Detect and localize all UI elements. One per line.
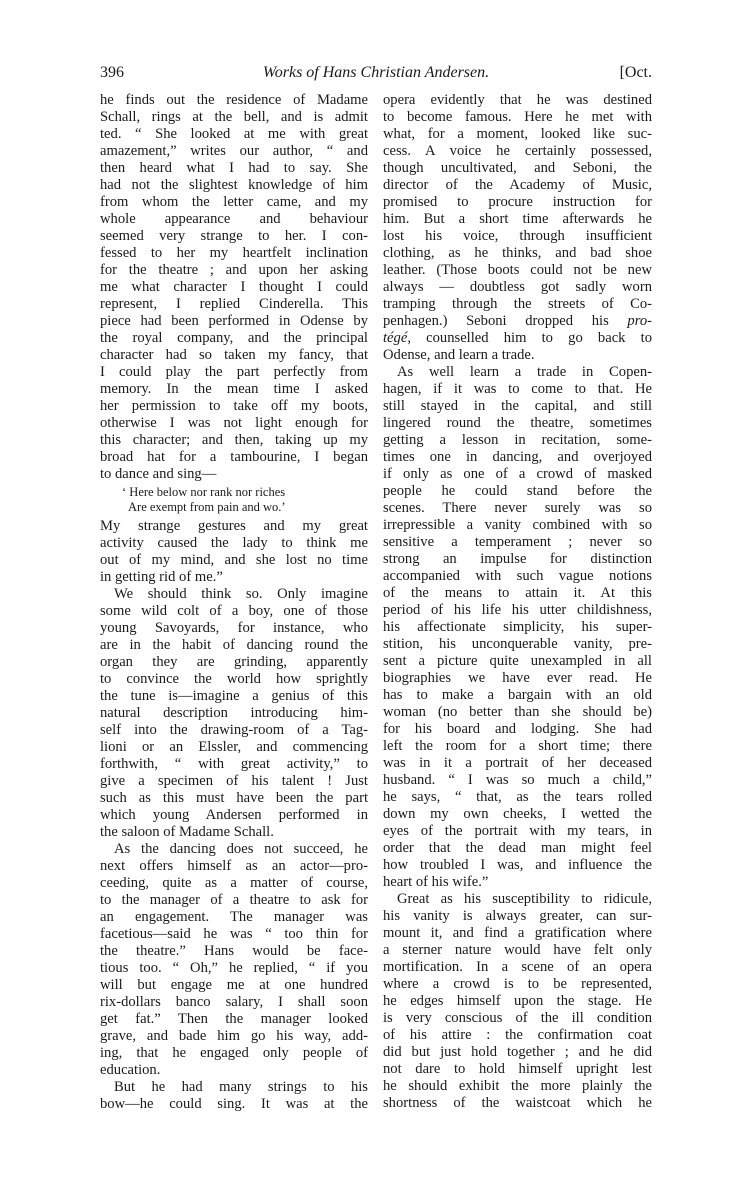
text-line: had not the slightest knowledge of him (100, 177, 368, 193)
text-line: how troubled I was, and influence the (383, 857, 652, 873)
italic-text: tégé (383, 330, 408, 346)
paragraph (383, 891, 652, 1112)
text-line: rix-dollars banco salary, I shall soon (100, 994, 368, 1010)
text-line: whole appearance and behaviour (100, 211, 368, 227)
text-line: scenes. There never surely was so (383, 500, 652, 516)
text-line: give a specimen of his talent ! Just (100, 773, 368, 789)
text-line: ceeding, quite as a matter of course, (100, 875, 368, 891)
text-line: next offers himself as an actor—pro- (100, 858, 368, 874)
paragraph (383, 364, 652, 891)
text-line: lingered round the theatre, sometimes (383, 415, 652, 431)
text-line: people he could stand before the (383, 483, 652, 499)
text-line: where a crowd is to be represented, (383, 976, 652, 992)
text-line: represent, I replied Cinderella. This (100, 296, 368, 312)
text-line: him. But a short time afterwards he (383, 211, 652, 227)
text-line: this character; and then, taking up my (100, 432, 368, 448)
text-line: are in the habit of dancing round the (100, 637, 368, 653)
left-column (100, 92, 368, 1113)
text-line: director of the Academy of Music, (383, 177, 652, 193)
text-line: hagen, if it was to come to that. He (383, 381, 652, 397)
text-line: he should exhibit the more plainly the (383, 1078, 652, 1094)
text-line: husband. “ I was so much a child,” (383, 772, 652, 788)
text-line: tious too. “ Oh,” he replied, “ if you (100, 960, 368, 976)
paragraph (100, 1079, 368, 1113)
text-line: times one in dancing, and overjoyed (383, 449, 652, 465)
paragraph (100, 92, 368, 483)
text-line: woman (no better than she should be) (383, 704, 652, 720)
text-line: mortification. In a scene of an opera (383, 959, 652, 975)
text-line (383, 313, 652, 330)
text-line: facetious—said he was “ too thin for (100, 926, 368, 942)
text-line: broad hat for a tambourine, I began (100, 449, 368, 465)
text-line: get fat.” Then the manager looked (100, 1011, 368, 1027)
text-line: not dare to hold himself upright lest (383, 1061, 652, 1077)
text-line: grave, and bade him go his way, add- (100, 1028, 368, 1044)
text-line: what, for a moment, looked like suc- (383, 126, 652, 142)
text-line: seemed very strange to her. I con- (100, 228, 368, 244)
text-line: her permission to take off my boots, (100, 398, 368, 414)
text-line: still stayed in the capital, and still (383, 398, 652, 414)
text-line: natural description introducing him- (100, 705, 368, 721)
text-line: sent a picture quite unexampled in all (383, 653, 652, 669)
text-line: forthwith, “ with great activity,” to (100, 756, 368, 772)
text-line: some wild colt of a boy, one of those (100, 603, 368, 619)
text-line: Schall, rings at the bell, and is admit (100, 109, 368, 125)
text-line: lost his voice, through insufficient (383, 228, 652, 244)
text-line: left the room for a short time; there (383, 738, 652, 754)
text-line: As well learn a trade in Copen- (397, 364, 652, 380)
text-segment: penhagen.) Seboni dropped his (383, 313, 628, 329)
text-line: the royal company, and the principal (100, 330, 368, 346)
text-line: shortness of the waistcoat which he (383, 1095, 652, 1111)
issue-month: [Oct. (619, 64, 652, 81)
text-line: education. (100, 1062, 161, 1078)
text-line: tramping through the streets of Co- (383, 296, 652, 312)
text-line: irrepressible a vanity combined with so (383, 517, 652, 533)
right-column (383, 92, 652, 1112)
text-line: otherwise I was not light enough for (100, 415, 368, 431)
text-line: mount it, and find a gratification where (383, 925, 652, 941)
text-line: organ they are grinding, apparently (100, 654, 368, 670)
text-line: young Savoyards, for instance, who (100, 620, 368, 636)
text-line: though uncultivated, and Seboni, the (383, 160, 652, 176)
text-line: order that the dead man might feel (383, 840, 652, 856)
text-line: if only as one of a crowd of masked (383, 466, 652, 482)
text-line: he says, “ that, as the tears rolled (383, 789, 652, 805)
text-line: activity caused the lady to think me (100, 535, 368, 551)
paragraph (100, 518, 368, 586)
text-line: he edges himself upon the stage. He (383, 993, 652, 1009)
text-line: bow—he could sing. It was at the (100, 1096, 368, 1112)
text-line: period of his life his utter childishness, (383, 602, 652, 618)
paragraph (383, 92, 652, 364)
running-header (100, 64, 652, 86)
text-line: to dance and sing— (100, 466, 217, 482)
text-line: of his attire : the confirmation coat (383, 1027, 652, 1043)
text-line: ing, that he engaged only people of (100, 1045, 368, 1061)
text-line: We should think so. Only imagine (114, 586, 368, 602)
text-line: to become famous. Here he met with (383, 109, 652, 125)
paragraph (100, 586, 368, 841)
text-line: was in it a portrait of her deceased (383, 755, 652, 771)
text-line: me what character I thought I could (100, 279, 368, 295)
text-line: strong an impulse for distinction (383, 551, 652, 567)
text-line: As the dancing does not succeed, he (114, 841, 368, 857)
text-line: the tune is—imagine a genius of this (100, 688, 368, 704)
text-line: is very conscious of the ill condition (383, 1010, 652, 1026)
text-line: of the means to attain it. At this (383, 585, 652, 601)
text-segment: , counselled him to go back to (407, 330, 652, 346)
text-line: always — doubtless got sadly worn (383, 279, 652, 295)
text-line: I could play the part perfectly from (100, 364, 368, 380)
text-line: clothing, as he thinks, and bad shoe (383, 245, 652, 261)
text-line: for his board and lodging. She had (383, 721, 652, 737)
text-line: getting a lesson in recitation, some- (383, 432, 652, 448)
text-line: sensitive a temperament ; never so (383, 534, 652, 550)
text-line: Odense, and learn a trade. (383, 347, 535, 363)
text-line: from whom the letter came, and my (100, 194, 368, 210)
page-number: 396 (100, 64, 124, 81)
text-line: he finds out the residence of Madame (100, 92, 368, 108)
text-line: opera evidently that he was destined (383, 92, 652, 108)
text-line: heart of his wife.” (383, 874, 489, 890)
text-line: eyes of the portrait with my tears, in (383, 823, 652, 839)
text-line: leather. (Those boots could not be new (383, 262, 652, 278)
text-line: his affectionate simplicity, his super- (383, 619, 652, 635)
text-line: such as this must have been the part (100, 790, 368, 806)
text-line: amazement,” writes our author, “ and (100, 143, 368, 159)
text-line: Are exempt from pain and wo.’ (128, 500, 286, 514)
text-line: accompanied with such vague notions (383, 568, 652, 584)
paragraph (100, 841, 368, 1079)
text-line: But he had many strings to his (114, 1079, 368, 1095)
text-line: the saloon of Madame Schall. (100, 824, 274, 840)
text-line: then heard what I had to say. She (100, 160, 368, 176)
text-line: fessed to her my heartfelt inclination (100, 245, 368, 261)
text-line: memory. In the mean time I asked (100, 381, 368, 397)
text-line: to the manager of a theatre to ask for (100, 892, 368, 908)
text-line: out of my mind, and she lost no time (100, 552, 368, 568)
text-line: character had so taken my fancy, that (100, 347, 368, 363)
text-line: did but just hold together ; and he did (383, 1044, 652, 1060)
text-line: his vanity is always greater, can sur- (383, 908, 652, 924)
text-line: a sterner nature would have felt only (383, 942, 652, 958)
text-line: cess. A voice he certainly possessed, (383, 143, 652, 159)
text-line: an engagement. The manager was (100, 909, 368, 925)
text-line: My strange gestures and my great (100, 518, 368, 534)
text-line: ‘ Here below nor rank nor riches (122, 485, 286, 499)
italic-text: pro- (627, 313, 652, 329)
text-line: will but engage me at one hundred (100, 977, 368, 993)
text-line: to convince the world how sprightly (100, 671, 368, 687)
text-line: the theatre.” Hans would be face- (100, 943, 368, 959)
text-line: biographies we have ever read. He (383, 670, 652, 686)
text-line: ted. “ She looked at me with great (100, 126, 368, 142)
text-line: self into the drawing-room of a Tag- (100, 722, 368, 738)
text-line: has to make a bargain with an old (383, 687, 652, 703)
text-line: lioni or an Elssler, and commencing (100, 739, 368, 755)
verse-quote (100, 485, 368, 515)
text-line: stition, his unconquerable vanity, pre- (383, 636, 652, 652)
text-line (383, 330, 652, 347)
text-line: down my own cheeks, I wetted the (383, 806, 652, 822)
text-line: in getting rid of me.” (100, 569, 223, 585)
text-line: Great as his susceptibility to ridicule, (397, 891, 652, 907)
text-line: promised to procure instruction for (383, 194, 652, 210)
text-line: for the theatre ; and upon her asking (100, 262, 368, 278)
running-title: Works of Hans Christian Andersen. (262, 64, 490, 81)
text-line: piece had been performed in Odense by (100, 313, 368, 329)
text-line: which young Andersen performed in (100, 807, 368, 823)
